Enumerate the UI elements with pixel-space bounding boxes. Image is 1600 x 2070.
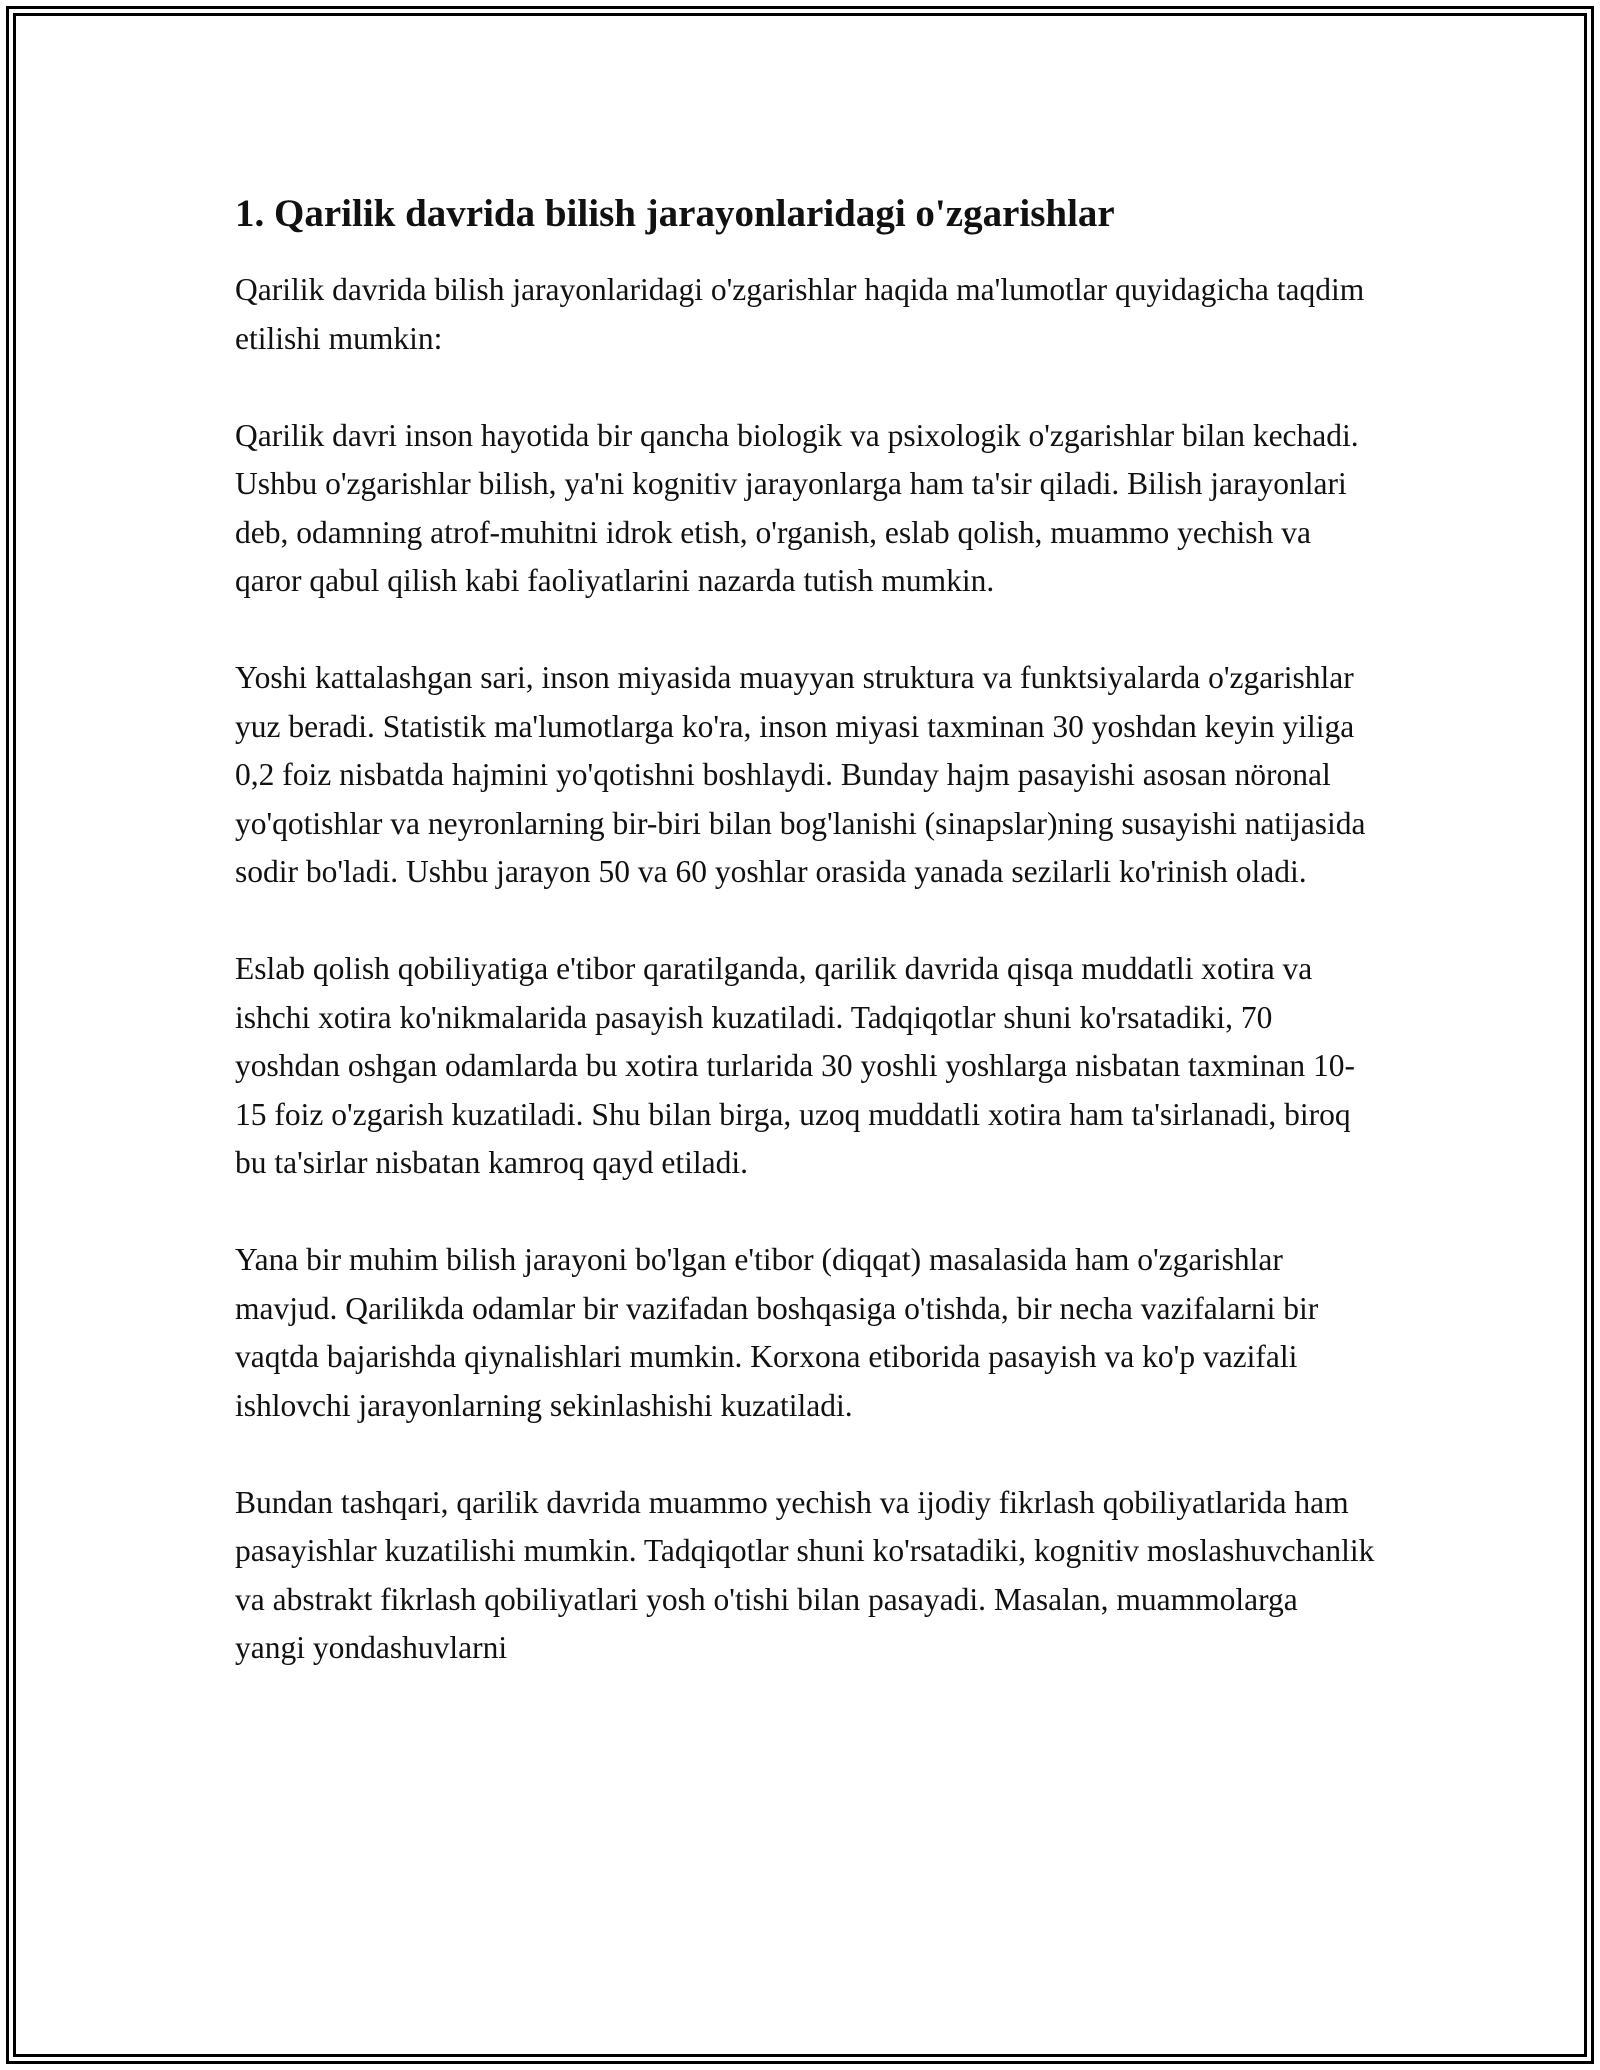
page-title: 1. Qarilik davrida bilish jarayonlaridagi o'zgarishlar — [235, 192, 1115, 235]
paragraph-intro: Qarilik davrida bilish jarayonlaridagi o'zgarishlar haqida ma'lumotlar quyidagicha taqdim etilishi mumkin: — [235, 272, 1365, 356]
paragraph-problem-solving: Bundan tashqari, qarilik davrida muammo yechish va ijodiy fikrlash qobiliyatlarida ham pasayishlar kuzatilishi mumkin. Tadqiqotlar shuni ko'rsatadiki, kognitiv moslashuvchanlik va abstrakt fikrlash qobiliyatlari yosh o'tishi bilan pasayadi. Masalan, muammolarga yangi yondashuvlarni — [235, 1484, 1375, 1665]
paragraph-cognitive-processes: Qarilik davri inson hayotida bir qancha biologik va psixologik o'zgarishlar bilan kechadi. Ushbu o'zgarishlar bilish, ya'ni kognitiv jarayonlarga ham ta'sir qiladi. Bilish jarayonlari deb, odamning atrof-muhitni idrok etish, o'rganish, eslab qolish, muammo yechish va qaror qabul qilish kabi faoliyatlarini nazarda tutish mumkin. — [235, 417, 1359, 598]
paragraph-attention: Yana bir muhim bilish jarayoni bo'lgan e'tibor (diqqat) masalasida ham o'zgarishlar mavjud. Qarilikda odamlar bir vazifadan boshqasiga o'tishda, bir necha vazifalarni bir vaqtda bajarishda qiynalishlari mumkin. Korxona etiborida pasayish va ko'p vazifali ishlovchi jarayonlarning sekinlashishi kuzatiladi. — [235, 1242, 1319, 1423]
document-body — [235, 188, 1375, 1721]
paragraph-memory: Eslab qolish qobiliyatiga e'tibor qaratilganda, qarilik davrida qisqa muddatli xotira va ishchi xotira ko'nikmalarida pasayish kuzatiladi. Tadqiqotlar shuni ko'rsatadiki, 70 yoshdan oshgan odamlarda bu xotira turlarida 30 yoshli yoshlarga nisbatan taxminan 10-15 foiz o'zgarish kuzatiladi. Shu bilan birga, uzoq muddatli xotira ham ta'sirlanadi, biroq bu ta'sirlar nisbatan kamroq qayd etiladi. — [235, 951, 1356, 1180]
paragraph-brain-changes: Yoshi kattalashgan sari, inson miyasida muayyan struktura va funktsiyalarda o'zgarishlar yuz beradi. Statistik ma'lumotlarga ko'ra, inson miyasi taxminan 30 yoshdan keyin yiliga 0,2 foiz nisbatda hajmini yo'qotishni boshlaydi. Bunday hajm pasayishi asosan nöronal yo'qotishlar va neyronlarning bir-biri bilan bog'lanishi (sinapslar)ning susayishi natijasida sodir bo'ladi. Ushbu jarayon 50 va 60 yoshlar orasida yanada sezilarli ko'rinish oladi. — [235, 660, 1366, 889]
